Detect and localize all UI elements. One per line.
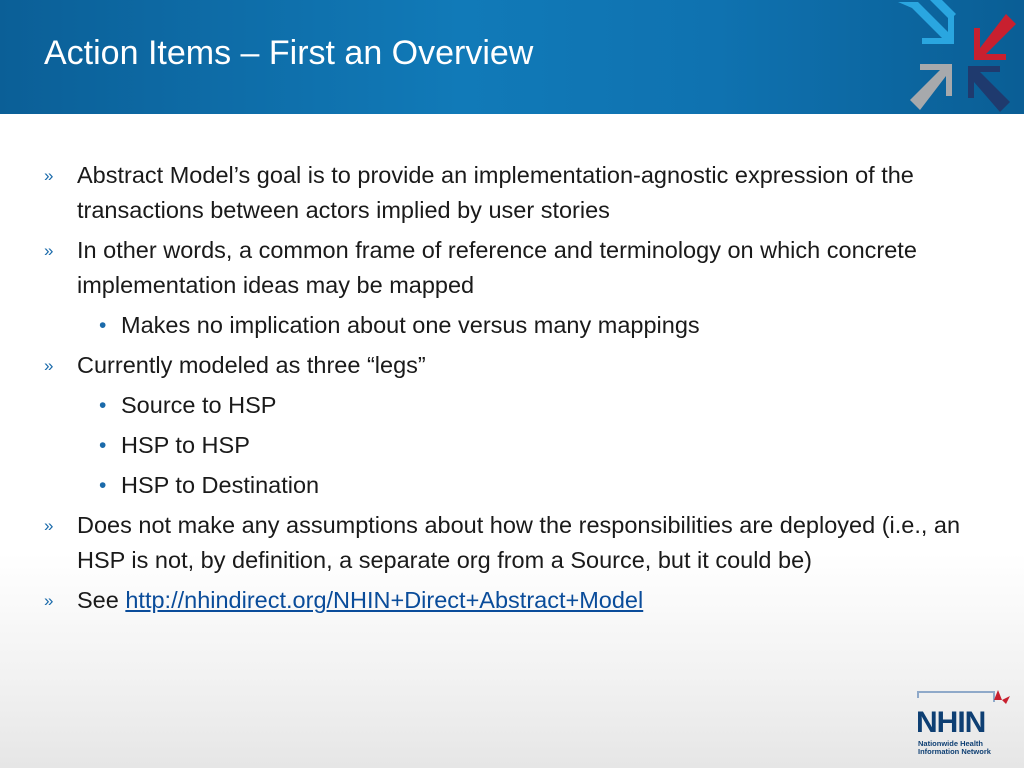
sub-list-item [44,428,994,463]
list-item [44,348,994,383]
arrow-light-blue-icon [898,0,956,44]
chevron-bullet-icon: » [44,241,54,260]
logo-name: NHIN [916,706,986,739]
bullet-text: Currently modeled as three “legs” [77,352,426,378]
sub-list-item [44,308,994,343]
list-item [44,233,994,303]
chevron-bullet-icon: » [44,166,54,185]
dot-bullet-icon: • [99,394,107,417]
list-item [44,583,994,618]
bullet-text: In other words, a common frame of reference and terminology on which concrete implementation ideas may be mapped [77,237,917,298]
arrow-navy-icon [968,66,1010,112]
logo-subtitle: Nationwide Health Information Network [918,739,991,756]
bullet-text: See [77,587,126,613]
sub-list-item [44,388,994,423]
bullet-text: Makes no implication about one versus many mappings [121,312,700,338]
dot-bullet-icon: • [99,434,107,457]
bullet-text: Does not make any assumptions about how the responsibilities are deployed (i.e., an HSP is not, by definition, a separate org from a Source, but it could be) [77,512,961,573]
list-item [44,158,994,228]
chevron-bullet-icon: » [44,516,54,535]
dot-bullet-icon: • [99,314,107,337]
bullet-list [44,158,994,623]
arrow-grey-icon [910,64,952,110]
dot-bullet-icon: • [99,474,107,497]
arrow-red-icon [974,14,1016,60]
chevron-bullet-icon: » [44,591,54,610]
list-item [44,508,994,578]
bullet-text: HSP to Destination [121,472,320,498]
bullet-text: HSP to HSP [121,432,250,458]
slide-header [0,0,1024,114]
arrows-logo-icon [880,0,1024,114]
nhin-logo [914,690,1014,762]
bullet-text: Source to HSP [121,392,277,418]
chevron-bullet-icon: » [44,356,54,375]
sub-list-item [44,468,994,503]
slide-title: Action Items – First an Overview [44,34,534,72]
bullet-text: Abstract Model’s goal is to provide an implementation-agnostic expression of the transactions between actors implied by user stories [77,162,914,223]
abstract-model-link[interactable]: http://nhindirect.org/NHIN+Direct+Abstract+Model [125,587,644,613]
